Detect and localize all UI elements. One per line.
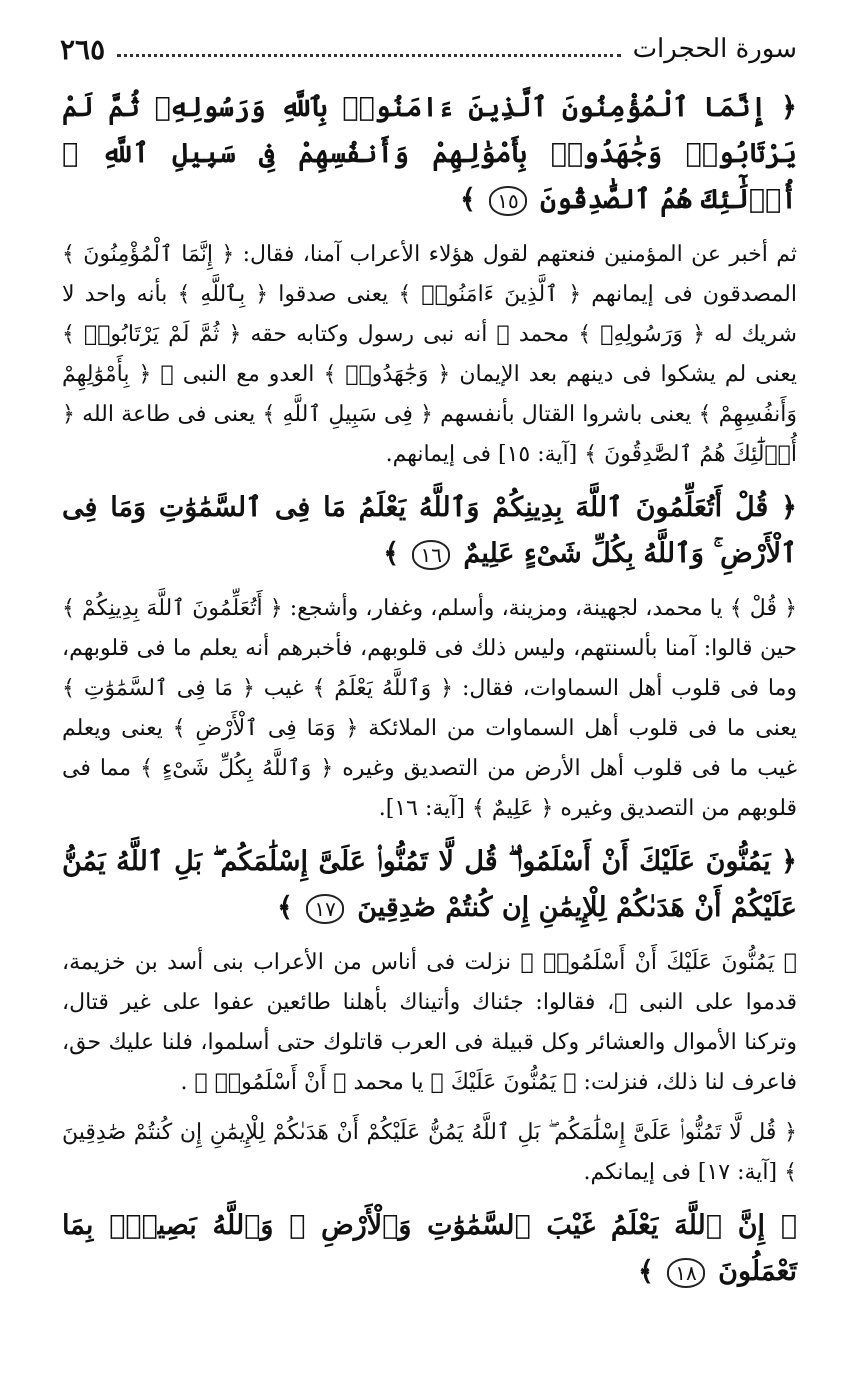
verse-number-badge: ١٧ (306, 894, 343, 924)
page-body (62, 85, 797, 1333)
verse-text: ﴿ إِنَّ ٱللَّهَ يَعْلَمُ غَيْبَ ٱلسَّمَٰوَٰتِ وَٱلْأَرْضِ ۚ وَٱللَّهُ بَصِيرٌۢ بِمَا تَعْمَلُونَ (62, 1210, 797, 1287)
verse-15: ﴿ إِنَّمَا ٱلْمُؤْمِنُونَ ٱلَّذِينَ ءَامَنُوا۟ بِٱللَّهِ وَرَسُولِهِۦ ثُمَّ لَمْ يَرْتَابُوا۟ وَجَٰهَدُوا۟ بِأَمْوَٰلِهِمْ وَأَنفُسِهِمْ فِى سَبِيلِ ٱللَّهِ ۚ أُو۟لَٰٓئِكَ هُمُ ٱلصَّٰدِقُونَ ١٥ ﴾ (62, 92, 797, 215)
page-number: ٢٦٥ (60, 32, 106, 66)
verse-text: ﴿ قُلْ أَتُعَلِّمُونَ ٱللَّهَ بِدِينِكُمْ وَٱللَّهُ يَعْلَمُ مَا فِى ٱلسَّمَٰوَٰتِ وَمَا فِى ٱلْأَرْضِ ۚ وَٱللَّهُ بِكُلِّ شَىْءٍ عَلِيمٌ (62, 492, 797, 569)
verse-17: ﴿ يَمُنُّونَ عَلَيْكَ أَنْ أَسْلَمُوا۟ ۖ قُل لَّا تَمُنُّوا۟ عَلَىَّ إِسْلَٰمَكُم ۖ بَلِ ٱللَّهُ يَمُنُّ عَلَيْكُمْ أَنْ هَدَىٰكُمْ لِلْإِيمَٰنِ إِن كُنتُمْ صَٰدِقِينَ ١٧ ﴾ (62, 846, 797, 923)
commentary-paragraph: ﴿ قُلْ ﴾ يا محمد، لجهينة، ومزينة، وأسلم، وغفار، وأشجع: ﴿ أَتُعَلِّمُونَ ٱللَّهَ بِدِينِكُمْ ﴾ حين قالوا: آمنا بألسنتهم، وليس ذلك فى قلوبهم، فأخبرهم أنه يعلم ما فى قلوبهم، وما فى قلوب أهل السماوات، فقال: ﴿ وَٱللَّهُ يَعْلَمُ ﴾ غيب ﴿ مَا فِى ٱلسَّمَٰوَٰتِ ﴾ يعنى ما فى قلوب أهل السماوات من الملائكة ﴿ وَمَا فِى ٱلْأَرْضِ ﴾ يعنى ويعلم غيب ما فى قلوب أهل الأرض من التصديق وغيره ﴿ وَٱللَّهُ بِكُلِّ شَىْءٍ ﴾ مما فى قلوبهم من التصديق وغيره ﴿ عَلِيمٌ ﴾ [آية: ١٦]. (62, 596, 797, 821)
commentary-paragraph: ثم أخبر عن المؤمنين فنعتهم لقول هؤلاء الأعراب آمنا، فقال: ﴿ إِنَّمَا ٱلْمُؤْمِنُونَ ﴾ المصدقون فى إيمانهم ﴿ ٱلَّذِينَ ءَامَنُوا۟ ﴾ يعنى صدقوا ﴿ بِٱللَّهِ ﴾ بأنه واحد لا شريك له ﴿ وَرَسُولِهِۦ ﴾ محمد ﷺ أنه نبى رسول وكتابه حقه ﴿ ثُمَّ لَمْ يَرْتَابُوا۟ ﴾ يعنى لم يشكوا فى دينهم بعد الإيمان ﴿ وَجَٰهَدُوا۟ ﴾ العدو مع النبى ﷺ ﴿ بِأَمْوَٰلِهِمْ وَأَنفُسِهِمْ ﴾ يعنى باشروا القتال بأنفسهم ﴿ فِى سَبِيلِ ٱللَّهِ ﴾ يعنى فى طاعة الله ﴿ أُو۟لَٰٓئِكَ هُمُ ٱلصَّٰدِقُونَ ﴾ [آية: ١٥] فى إيمانهم. (62, 242, 797, 467)
verse-number-badge: ١٦ (412, 540, 449, 570)
verse-16: ﴿ قُلْ أَتُعَلِّمُونَ ٱللَّهَ بِدِينِكُمْ وَٱللَّهُ يَعْلَمُ مَا فِى ٱلسَّمَٰوَٰتِ وَمَا فِى ٱلْأَرْضِ ۚ وَٱللَّهُ بِكُلِّ شَىْءٍ عَلِيمٌ ١٦ ﴾ (62, 492, 797, 569)
page-header (60, 30, 797, 68)
header-dotted-leader (117, 42, 620, 57)
surah-title: سورة الحجرات (632, 34, 797, 64)
commentary-paragraph: ﴿ قُل لَّا تَمُنُّوا۟ عَلَىَّ إِسْلَٰمَكُم ۖ بَلِ ٱللَّهُ يَمُنُّ عَلَيْكُمْ أَنْ هَدَىٰكُمْ لِلْإِيمَٰنِ إِن كُنتُمْ صَٰدِقِينَ ﴾ [آية: ١٧] فى إيمانكم. (62, 1120, 797, 1185)
verse-text: ﴿ إِنَّمَا ٱلْمُؤْمِنُونَ ٱلَّذِينَ ءَامَنُوا۟ بِٱللَّهِ وَرَسُولِهِۦ ثُمَّ لَمْ يَرْتَابُوا۟ وَجَٰهَدُوا۟ بِأَمْوَٰلِهِمْ وَأَنفُسِهِمْ فِى سَبِيلِ ٱللَّهِ ۚ أُو۟لَٰٓئِكَ هُمُ ٱلصَّٰدِقُونَ (62, 92, 797, 215)
verse-text: ﴿ يَمُنُّونَ عَلَيْكَ أَنْ أَسْلَمُوا۟ ۖ قُل لَّا تَمُنُّوا۟ عَلَىَّ إِسْلَٰمَكُم ۖ بَلِ ٱللَّهُ يَمُنُّ عَلَيْكُمْ أَنْ هَدَىٰكُمْ لِلْإِيمَٰنِ إِن كُنتُمْ صَٰدِقِينَ (62, 846, 797, 923)
verse-number-badge: ١٥ (489, 186, 526, 216)
verse-number-badge: ١٨ (667, 1258, 704, 1288)
commentary-paragraph: ﴿ يَمُنُّونَ عَلَيْكَ أَنْ أَسْلَمُوا۟ ﴾ نزلت فى أناس من الأعراب بنى أسد بن خزيمة، قدموا على النبى ﷺ، فقالوا: جئناك وأتيناك بأهلنا طائعين عفوا على غير قتال، وتركنا الأموال والعشائر وكل قبيلة فى العرب قاتلوك حتى أسلموا، فلنا عليك حق، فاعرف لنا ذلك، فنزلت: ﴿ يَمُنُّونَ عَلَيْكَ ﴾ يا محمد ﴿ أَنْ أَسْلَمُوا۟ ﴾ . (62, 950, 797, 1095)
verse-18: ﴿ إِنَّ ٱللَّهَ يَعْلَمُ غَيْبَ ٱلسَّمَٰوَٰتِ وَٱلْأَرْضِ ۚ وَٱللَّهُ بَصِيرٌۢ بِمَا تَعْمَلُونَ ١٨ ﴾ (62, 1210, 797, 1287)
